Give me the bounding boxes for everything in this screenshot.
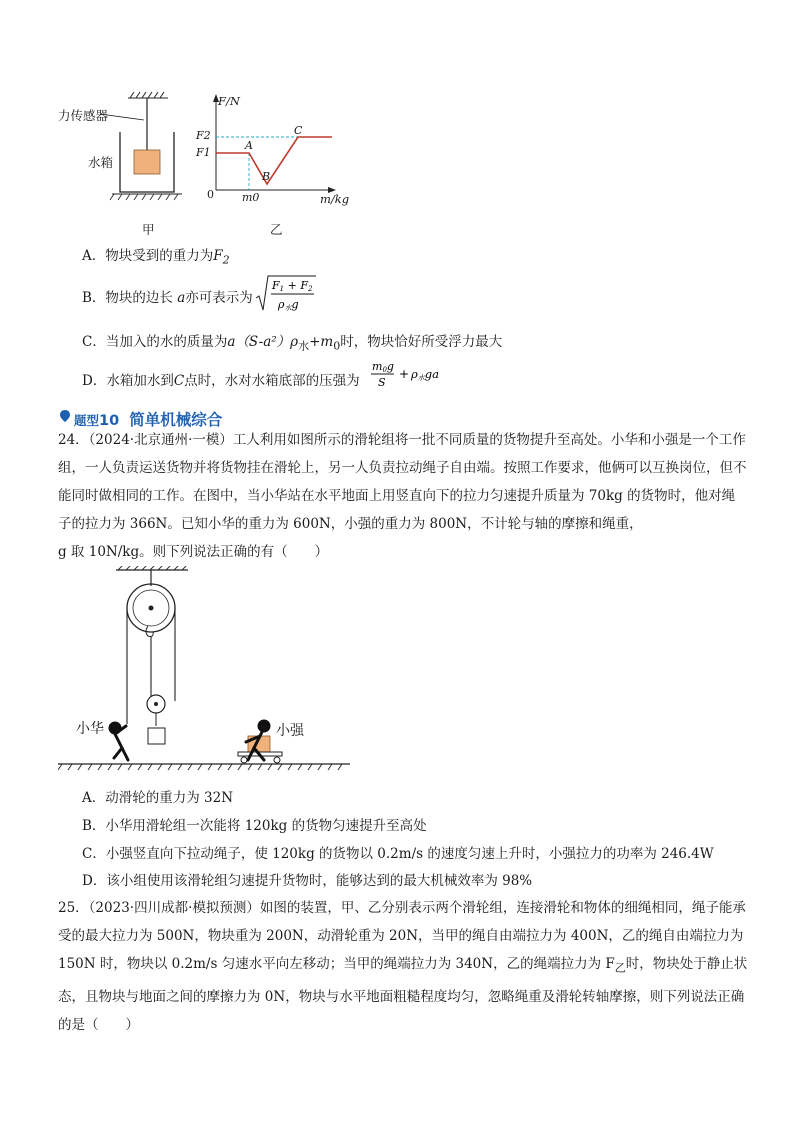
svg-text:+: +	[399, 367, 410, 381]
svg-text:m0g: m0g	[372, 360, 394, 374]
graph-m0: m0	[242, 191, 260, 204]
person-xiaohua	[110, 723, 128, 760]
section-pin-icon	[60, 410, 70, 422]
cargo-box	[148, 728, 165, 744]
sensor-label: 力传感器	[58, 108, 109, 123]
svg-text:ρ水ga: ρ水ga	[411, 367, 439, 382]
ceiling-hatch	[128, 92, 168, 98]
tank-label: 水箱	[88, 155, 114, 170]
q24-option-a: A．动滑轮的重力为 32N	[82, 790, 234, 806]
svg-text:S: S	[378, 376, 386, 389]
label-xiaoqiang: 小强	[276, 723, 304, 739]
graph-y-label: F/N	[218, 94, 240, 108]
q24-stem: 24．（2024·北京通州·一模）工人利用如图所示的滑轮组将一批不同质量的货物提升至高处。小华和小强是一个工作组，一人负责运送货物并将货物挂在滑轮上，另一人负责拉动绳子自由端。按照工作要求，他俩可以互换岗位，但不能同时做相同的工作。在图中，当小华站在水平地面上用竖直向下的拉力匀速提升质量为 70kg 的货物时，他对绳子的拉力为 366N。已知小华的重力为 600N，小强的重力为 800N，不计轮与轴的摩擦和绳重， g 取 10N/kg。则下列说法正确的有（ ）	[58, 432, 747, 560]
caption-left: 甲	[142, 222, 155, 237]
q25-stem: 25．（2023·四川成都·模拟预测）如图的装置，甲、乙分别表示两个滑轮组，连接滑轮和物体的细绳相同，绳子能承受的最大拉力为 500N，物块重为 200N，动滑轮重为 20N，当甲的绳自由端拉力为 400N，乙的绳自由端拉力为 150N 时，物块以 0.2m/s 匀速水平向左移动；当甲的绳端拉力为 340N，乙的绳端拉力为 $F_乙$时，物块处于静止状态，且物块与地面之间的摩擦力为 0N，物块与水平地面粗糙程度均匀，忽略绳重及滑轮转轴摩擦，则下列说法正确的是（ ）	[58, 900, 748, 1033]
option-a: A．物块受到的重力为$F_2$	[82, 248, 230, 267]
point-b: B	[262, 170, 271, 183]
point-a: A	[245, 139, 253, 152]
point-c: C	[294, 124, 303, 137]
graph-origin: 0	[207, 188, 214, 201]
q24-option-b: B．小华用滑轮组一次能将 120kg 的货物匀速提升至高处	[82, 818, 427, 834]
graph-x-label: m/kg	[320, 192, 350, 206]
pulley-figure	[58, 566, 358, 776]
pressure-expression	[370, 358, 460, 392]
graph-f1: F1	[196, 146, 211, 159]
option-b: B．物块的边长 a亦可表示为	[82, 290, 253, 306]
force-curve	[216, 137, 332, 184]
label-xiaohua: 小华	[76, 721, 104, 737]
graph-f2: F2	[196, 129, 211, 142]
svg-text:F1 + F2: F1 + F2	[272, 279, 313, 293]
q24-option-c: C．小强竖直向下拉动绳子，使 120kg 的货物以 0.2m/s 的速度匀速上升时，小强拉力的功率为 246.4W	[82, 846, 714, 862]
option-d: D．水箱加水到C点时，水对水箱底部的压强为	[82, 373, 360, 389]
option-c: C．当加入的水的质量为$a(S-a^2)\rho_水+m_0$时，物块恰好所受浮力最大	[82, 334, 503, 353]
svg-text:ρ水g: ρ水g	[278, 298, 299, 312]
section-heading: 题型10 简单机械综合	[74, 411, 223, 429]
caption-right: 乙	[270, 222, 283, 237]
sqrt-expression	[254, 272, 318, 316]
cube-block	[134, 150, 160, 174]
q24-option-d: D．该小组使用该滑轮组匀速提升货物时，能够达到的最大机械效率为 98%	[82, 873, 533, 889]
